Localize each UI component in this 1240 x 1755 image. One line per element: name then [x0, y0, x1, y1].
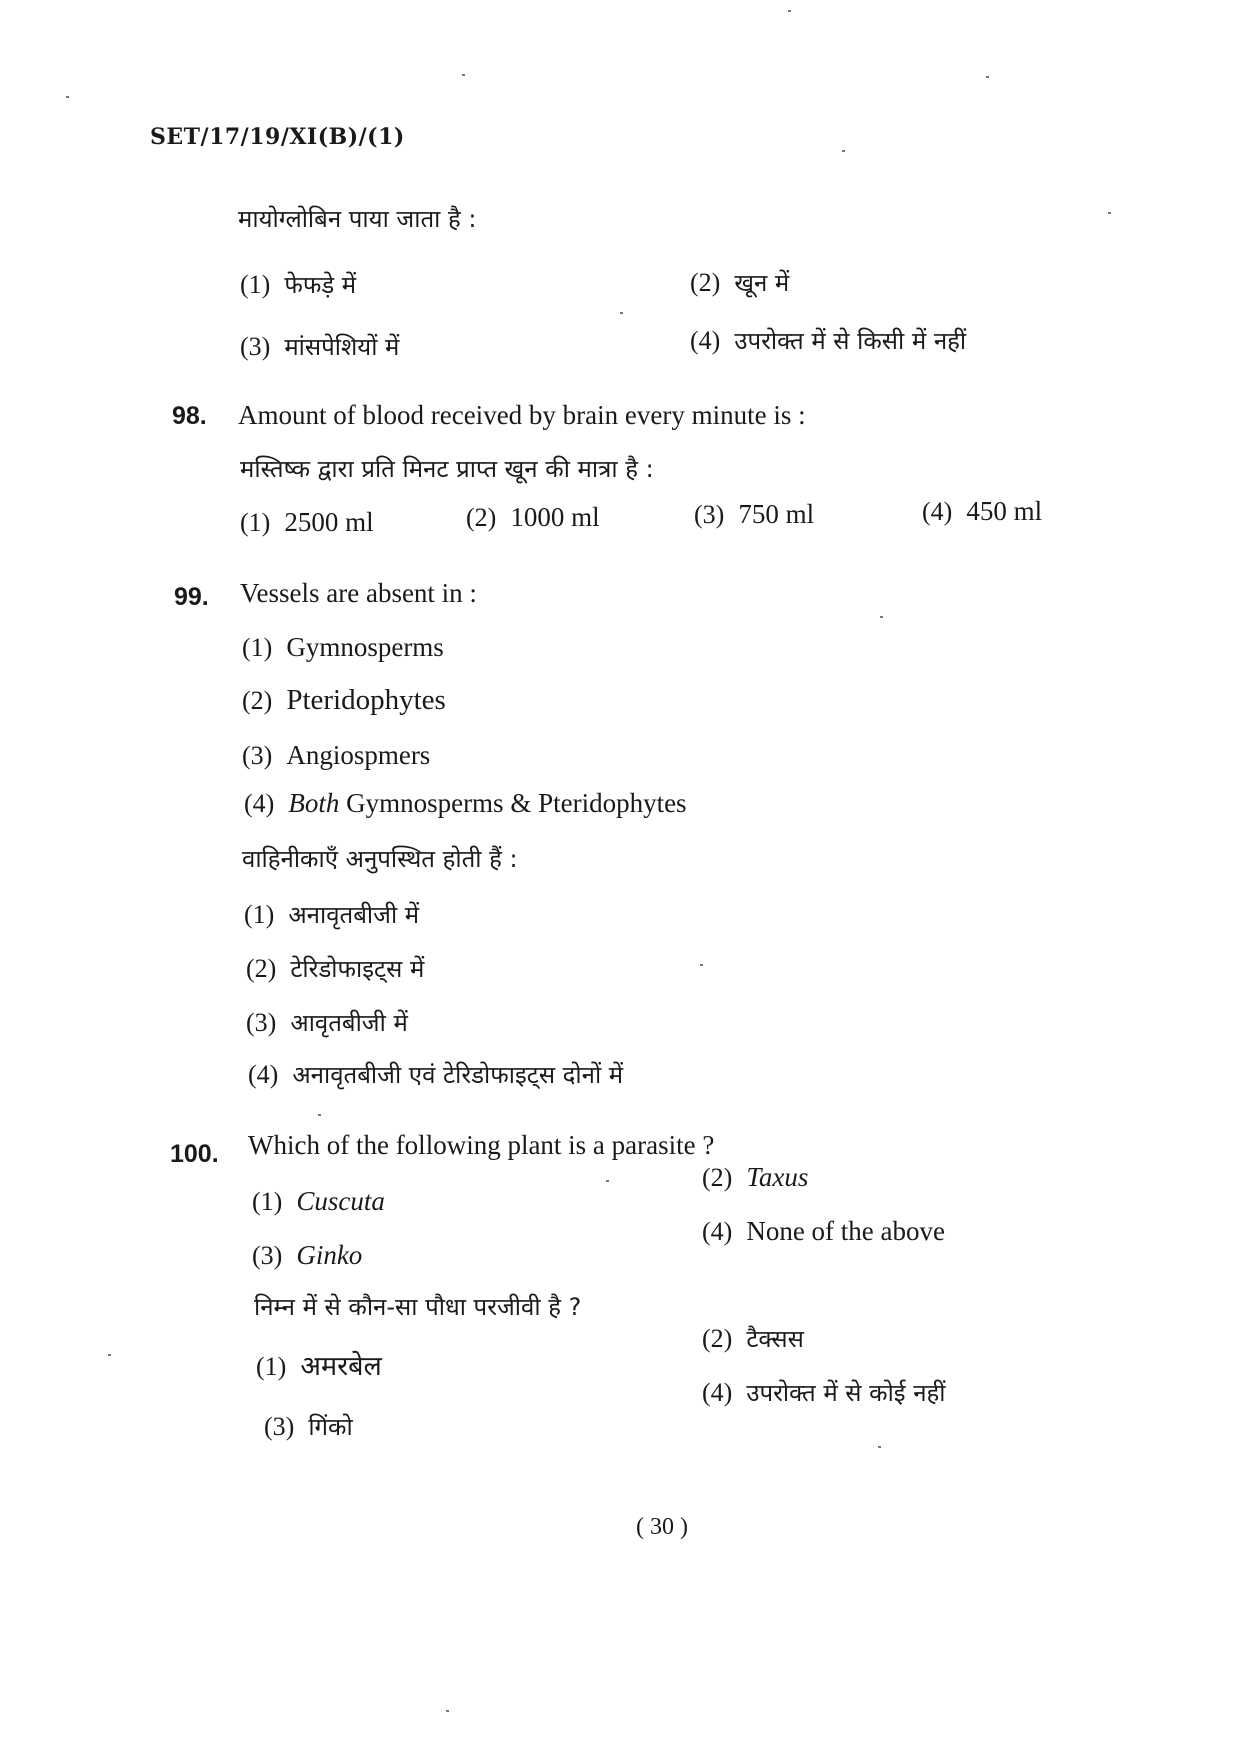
scan-speck	[878, 1446, 881, 1448]
q99-question-hi: वाहिनीकाएँ अनुपस्थित होती हैं :	[242, 845, 518, 873]
q100-option-2: (2) Taxus	[702, 1162, 809, 1192]
q100-question-en: Which of the following plant is a parasite ?	[248, 1130, 715, 1160]
scan-speck	[446, 1710, 449, 1712]
q97-option-2: (2) खून में	[690, 268, 790, 297]
q100-question-hi: निम्न में से कौन-सा पौधा परजीवी है ?	[254, 1293, 582, 1321]
scan-speck	[880, 616, 883, 618]
q100-option-hi-2: (2) टैक्सस	[702, 1324, 804, 1353]
q99-number: 99.	[174, 583, 209, 611]
scan-speck	[606, 1180, 609, 1182]
q100-option-4: (4) None of the above	[702, 1216, 946, 1246]
q99-option-2: (2) Pteridophytes	[242, 684, 446, 716]
q100-option-hi-3: (3) गिंको	[264, 1412, 353, 1441]
q98-number: 98.	[172, 402, 207, 430]
q97-option-1: (1) फेफड़े में	[240, 270, 357, 299]
q99-option-hi-2: (2) टेरिडोफाइट्स में	[246, 954, 425, 983]
q97-question-hi: मायोग्लोबिन पाया जाता है :	[238, 205, 477, 233]
q99-option-3: (3) Angiospmers	[242, 740, 431, 770]
q98-option-3: (3) 750 ml	[694, 499, 815, 529]
scan-speck	[620, 312, 623, 314]
scan-speck	[66, 96, 69, 98]
scan-speck	[842, 150, 845, 152]
q98-question-en: Amount of blood received by brain every minute is :	[238, 400, 806, 430]
paper-code: SET/17/19/XI(B)/(1)	[150, 124, 405, 150]
q100-option-1: (1) Cuscuta	[252, 1186, 385, 1216]
scan-speck	[1108, 212, 1111, 214]
q98-question-hi: मस्तिष्क द्वारा प्रति मिनट प्राप्त खून की मात्रा है :	[240, 455, 654, 483]
q98-option-1: (1) 2500 ml	[240, 507, 374, 537]
scan-speck	[700, 964, 703, 966]
page-number: ( 30 )	[636, 1514, 688, 1540]
scan-speck	[462, 74, 465, 76]
q99-option-hi-3: (3) आवृतबीजी में	[246, 1008, 408, 1037]
q98-option-2: (2) 1000 ml	[466, 502, 600, 532]
scan-speck	[318, 1114, 321, 1116]
scan-speck	[986, 76, 989, 78]
q100-number: 100.	[170, 1140, 219, 1168]
q99-option-hi-1: (1) अनावृतबीजी में	[244, 900, 420, 929]
q99-question-en: Vessels are absent in :	[240, 578, 477, 608]
q100-option-hi-4: (4) उपरोक्त में से कोई नहीं	[702, 1378, 946, 1407]
q97-option-4: (4) उपरोक्त में से किसी में नहीं	[690, 326, 967, 355]
q99-option-1: (1) Gymnosperms	[242, 632, 444, 662]
q100-option-hi-1: (1) अमरबेल	[256, 1351, 382, 1382]
q97-option-3: (3) मांसपेशियों में	[240, 332, 400, 361]
scan-speck	[788, 10, 791, 12]
q99-option-4: (4) Both Gymnosperms & Pteridophytes	[244, 788, 687, 818]
q98-option-4: (4) 450 ml	[922, 496, 1043, 526]
q100-option-3: (3) Ginko	[252, 1240, 363, 1270]
q99-option-hi-4: (4) अनावृतबीजी एवं टेरिडोफाइट्स दोनों में	[248, 1060, 624, 1089]
scan-speck	[108, 1354, 111, 1356]
